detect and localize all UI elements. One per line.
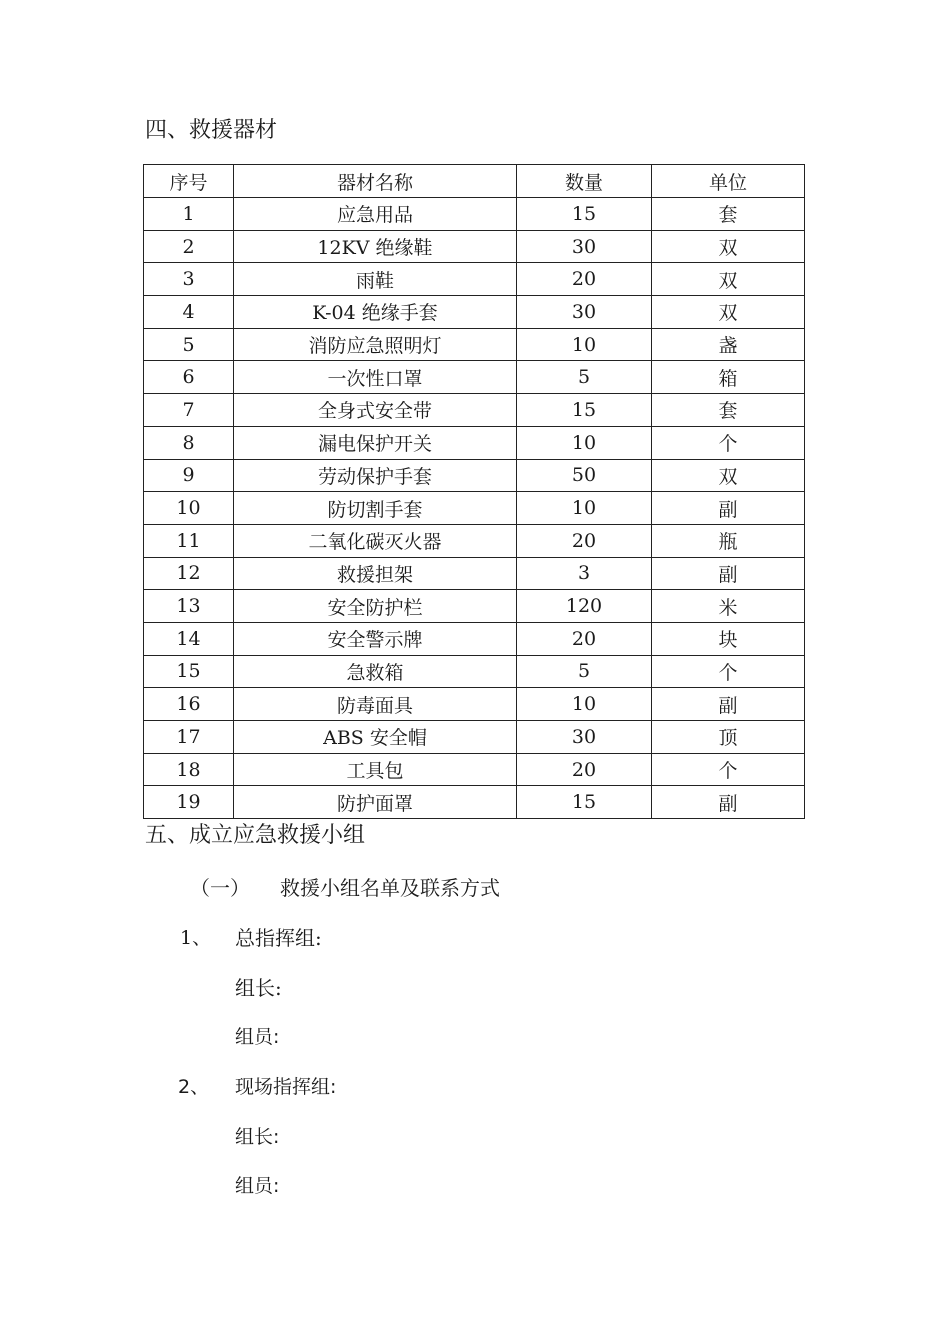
cell-quantity: 5 <box>517 361 652 394</box>
cell-name: 急救箱 <box>234 655 517 688</box>
cell-quantity: 15 <box>517 198 652 231</box>
table-row <box>144 198 805 231</box>
cell-unit: 双 <box>652 296 805 329</box>
cell-name: 工具包 <box>234 753 517 786</box>
cell-index: 5 <box>144 328 234 361</box>
cell-name: 一次性口罩 <box>234 361 517 394</box>
group-2-title: 现场指挥组: <box>235 1076 337 1098</box>
cell-quantity: 30 <box>517 296 652 329</box>
table-row <box>144 590 805 623</box>
cell-name: 安全防护栏 <box>234 590 517 623</box>
cell-unit: 双 <box>652 459 805 492</box>
group-1-index: 1、 <box>180 927 212 949</box>
table-row <box>144 296 805 329</box>
cell-unit: 个 <box>652 753 805 786</box>
table-row <box>144 328 805 361</box>
group-2-leader-label: 组长: <box>235 1126 280 1148</box>
cell-quantity: 20 <box>517 263 652 296</box>
cell-index: 4 <box>144 296 234 329</box>
cell-unit: 顶 <box>652 721 805 754</box>
cell-index: 8 <box>144 426 234 459</box>
table-row <box>144 263 805 296</box>
cell-index: 16 <box>144 688 234 721</box>
cell-index: 12 <box>144 557 234 590</box>
cell-unit: 箱 <box>652 361 805 394</box>
cell-unit: 个 <box>652 655 805 688</box>
subsection-title: 救援小组名单及联系方式 <box>280 876 500 900</box>
cell-index: 18 <box>144 753 234 786</box>
section-4-heading: 四、救援器材 <box>145 118 278 143</box>
cell-unit: 副 <box>652 786 805 819</box>
cell-index: 10 <box>144 492 234 525</box>
table-row <box>144 622 805 655</box>
cell-index: 9 <box>144 459 234 492</box>
cell-name: 全身式安全带 <box>234 394 517 427</box>
cell-index: 19 <box>144 786 234 819</box>
cell-index: 13 <box>144 590 234 623</box>
table-row <box>144 557 805 590</box>
cell-name: 安全警示牌 <box>234 622 517 655</box>
cell-name: 消防应急照明灯 <box>234 328 517 361</box>
equipment-table <box>143 164 805 819</box>
cell-name: 漏电保护开关 <box>234 426 517 459</box>
cell-name: K-04 绝缘手套 <box>234 296 517 329</box>
cell-quantity: 10 <box>517 688 652 721</box>
cell-unit: 块 <box>652 622 805 655</box>
cell-unit: 米 <box>652 590 805 623</box>
cell-quantity: 50 <box>517 459 652 492</box>
cell-quantity: 15 <box>517 786 652 819</box>
cell-quantity: 10 <box>517 328 652 361</box>
table-row <box>144 786 805 819</box>
cell-quantity: 10 <box>517 492 652 525</box>
cell-quantity: 120 <box>517 590 652 623</box>
cell-unit: 套 <box>652 394 805 427</box>
cell-quantity: 30 <box>517 230 652 263</box>
cell-name: 二氧化碳灭火器 <box>234 524 517 557</box>
cell-quantity: 30 <box>517 721 652 754</box>
cell-unit: 副 <box>652 492 805 525</box>
table-row <box>144 688 805 721</box>
cell-unit: 副 <box>652 688 805 721</box>
cell-quantity: 15 <box>517 394 652 427</box>
cell-unit: 套 <box>652 198 805 231</box>
group-1-leader-label: 组长: <box>235 976 282 1000</box>
cell-name: 劳动保护手套 <box>234 459 517 492</box>
cell-quantity: 20 <box>517 524 652 557</box>
header-name: 器材名称 <box>234 165 517 198</box>
table-row <box>144 361 805 394</box>
table-row <box>144 721 805 754</box>
cell-index: 11 <box>144 524 234 557</box>
table-row <box>144 426 805 459</box>
cell-name: 防切割手套 <box>234 492 517 525</box>
cell-quantity: 10 <box>517 426 652 459</box>
cell-name: 防毒面具 <box>234 688 517 721</box>
table-row <box>144 753 805 786</box>
cell-quantity: 20 <box>517 622 652 655</box>
table-row <box>144 459 805 492</box>
cell-name: ABS 安全帽 <box>234 721 517 754</box>
group-1-members-label: 组员: <box>235 1026 280 1048</box>
header-index: 序号 <box>144 165 234 198</box>
cell-index: 2 <box>144 230 234 263</box>
group-2-index: 2、 <box>178 1076 210 1098</box>
cell-index: 14 <box>144 622 234 655</box>
cell-quantity: 3 <box>517 557 652 590</box>
cell-index: 7 <box>144 394 234 427</box>
group-1-title: 总指挥组: <box>235 926 322 950</box>
table-row <box>144 394 805 427</box>
cell-unit: 盏 <box>652 328 805 361</box>
cell-name: 雨鞋 <box>234 263 517 296</box>
subsection-index: （一） <box>190 876 250 900</box>
table-row <box>144 230 805 263</box>
cell-unit: 双 <box>652 230 805 263</box>
table-header-row <box>144 165 805 198</box>
cell-quantity: 5 <box>517 655 652 688</box>
table-row <box>144 492 805 525</box>
cell-quantity: 20 <box>517 753 652 786</box>
cell-index: 15 <box>144 655 234 688</box>
group-2-members-label: 组员: <box>235 1175 280 1197</box>
cell-unit: 瓶 <box>652 524 805 557</box>
cell-name: 防护面罩 <box>234 786 517 819</box>
section-5-heading: 五、成立应急救援小组 <box>145 823 366 848</box>
cell-unit: 副 <box>652 557 805 590</box>
cell-index: 1 <box>144 198 234 231</box>
cell-unit: 双 <box>652 263 805 296</box>
cell-name: 救援担架 <box>234 557 517 590</box>
header-quantity: 数量 <box>517 165 652 198</box>
cell-name: 12KV 绝缘鞋 <box>234 230 517 263</box>
table-row <box>144 655 805 688</box>
cell-index: 3 <box>144 263 234 296</box>
cell-name: 应急用品 <box>234 198 517 231</box>
header-unit: 单位 <box>652 165 805 198</box>
cell-index: 6 <box>144 361 234 394</box>
table-row <box>144 524 805 557</box>
cell-index: 17 <box>144 721 234 754</box>
cell-unit: 个 <box>652 426 805 459</box>
